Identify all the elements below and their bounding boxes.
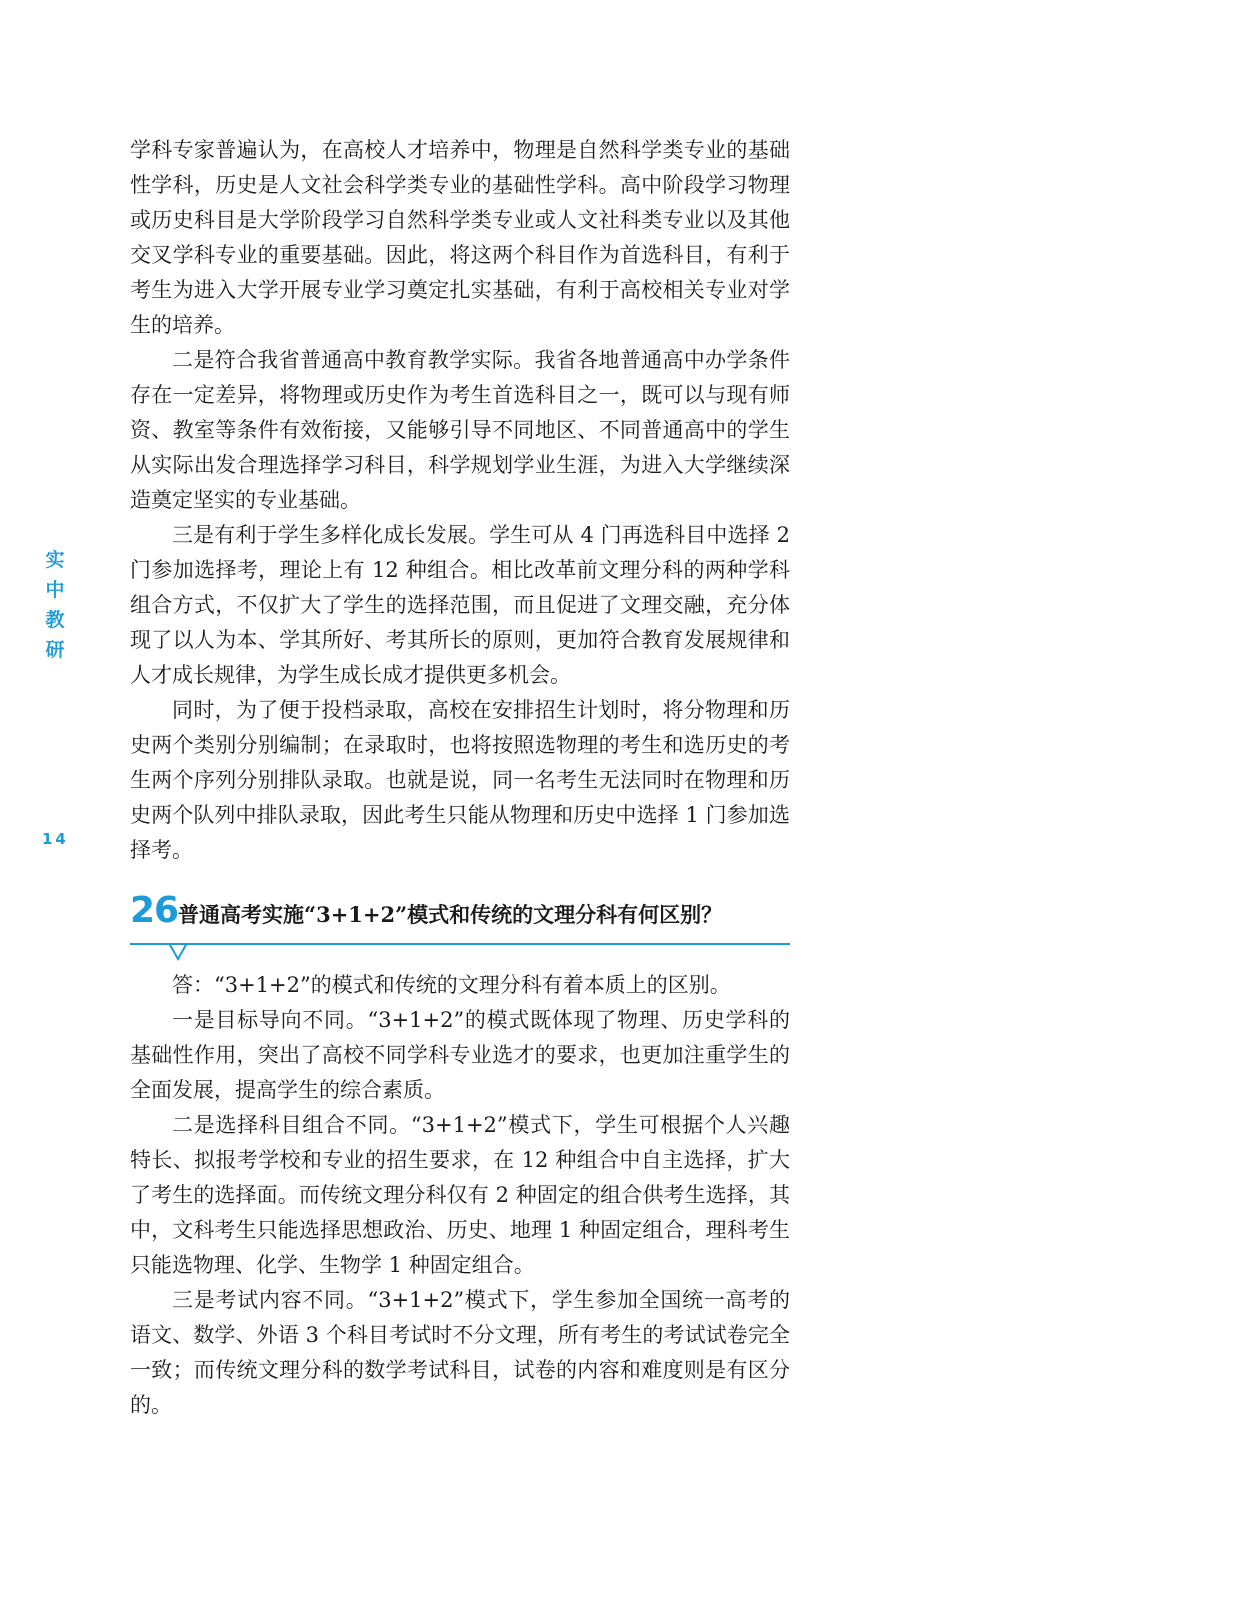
chevron-down-icon — [168, 943, 188, 961]
question-number: 26 — [130, 890, 179, 931]
body-paragraph: 同时，为了便于投档录取，高校在安排招生计划时，将分物理和历史两个类别分别编制；在录取时，也将按照选物理的考生和选历史的考生两个序列分别排队录取。也就是说，同一名考生无法同时在物理和历史两个队列中排队录取，因此考生只能从物理和历史中选择 1 门参加选择考。 — [130, 698, 790, 862]
running-side-label — [44, 545, 66, 665]
main-content — [130, 133, 790, 1423]
question-header — [130, 890, 790, 946]
question-divider — [130, 943, 790, 945]
body-paragraph: 三是有利于学生多样化成长发展。学生可从 4 门再选科目中选择 2 门参加选择考，理论上有 12 种组合。相比改革前文理分科的两种学科组合方式，不仅扩大了学生的选择范围，而且促进了文理交融，充分体现了以人为本、学其所好、考其所长的原则，更加符合教育发展规律和人才成长规律，为学生成长成才提供更多机会。 — [130, 523, 790, 687]
side-label-char: 实 — [45, 549, 65, 571]
answer-section — [130, 968, 790, 1423]
side-label-char: 研 — [45, 639, 65, 661]
answer-paragraph: 答：“3+1+2”的模式和传统的文理分科有着本质上的区别。 — [172, 973, 731, 997]
answer-paragraph: 三是考试内容不同。“3+1+2”模式下，学生参加全国统一高考的语文、数学、外语 3 个科目考试时不分文理，所有考生的考试试卷完全一致；而传统文理分科的数学考试科目，试卷的内容和难度则是有区分的。 — [130, 1288, 790, 1417]
page-number: 14 — [42, 830, 69, 848]
question-title: 普通高考实施“3+1+2”模式和传统的文理分科有何区别？ — [178, 902, 723, 927]
side-label-char: 教 — [45, 609, 65, 631]
body-paragraph-continued: 学科专家普遍认为，在高校人才培养中，物理是自然科学类专业的基础性学科，历史是人文社会科学类专业的基础性学科。高中阶段学习物理或历史科目是大学阶段学习自然科学类专业或人文社科类专业以及其他交叉学科专业的重要基础。因此，将这两个科目作为首选科目，有利于考生为进入大学开展专业学习奠定扎实基础，有利于高校相关专业对学生的培养。 — [130, 138, 790, 337]
side-label-char: 中 — [45, 579, 65, 601]
body-paragraph: 二是符合我省普通高中教育教学实际。我省各地普通高中办学条件存在一定差异，将物理或历史作为考生首选科目之一，既可以与现有师资、教室等条件有效衔接，又能够引导不同地区、不同普通高中的学生从实际出发合理选择学习科目，科学规划学业生涯，为进入大学继续深造奠定坚实的专业基础。 — [130, 348, 790, 512]
answer-paragraph: 二是选择科目组合不同。“3+1+2”模式下，学生可根据个人兴趣特长、拟报考学校和专业的招生要求，在 12 种组合中自主选择，扩大了考生的选择面。而传统文理分科仅有 2 种固定的组合供考生选择，其中，文科考生只能选择思想政治、历史、地理 1 种固定组合，理科考生只能选物理、化学、生物学 1 种固定组合。 — [130, 1113, 790, 1277]
answer-paragraph: 一是目标导向不同。“3+1+2”的模式既体现了物理、历史学科的基础性作用，突出了高校不同学科专业选才的要求，也更加注重学生的全面发展，提高学生的综合素质。 — [130, 1008, 790, 1102]
